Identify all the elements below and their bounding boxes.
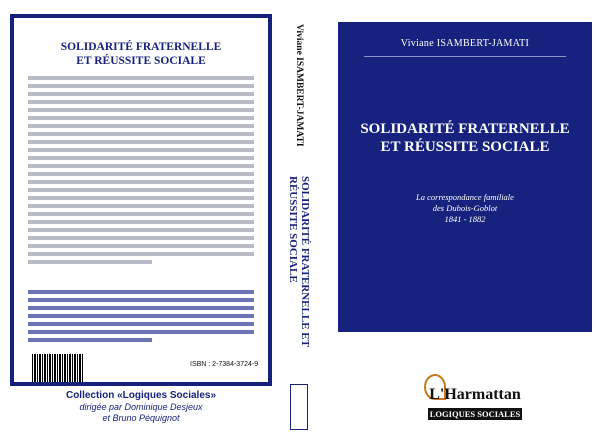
spine-publisher-logo bbox=[290, 384, 308, 430]
front-dates: 1841 - 1882 bbox=[444, 214, 486, 224]
front-subtitle bbox=[338, 192, 592, 225]
spine-title: SOLIDARITÉ FRATERNELLE ET RÉUSSITE SOCIALE bbox=[287, 176, 311, 347]
collection-directors-2: et Bruno Péquignot bbox=[102, 413, 180, 423]
collection-name: Collection «Logiques Sociales» bbox=[65, 390, 217, 401]
front-subtitle-line-2: des Dubois-Goblot bbox=[432, 203, 498, 213]
barcode bbox=[32, 354, 84, 382]
back-cover bbox=[10, 14, 272, 386]
isbn: ISBN : 2-7384-3724-9 bbox=[190, 361, 259, 368]
spine bbox=[286, 0, 312, 443]
publisher-logo bbox=[420, 372, 530, 428]
back-cover-text-placeholder bbox=[28, 76, 254, 278]
front-title-line-1: SOLIDARITÉ FRATERNELLE bbox=[360, 121, 570, 137]
front-author: Viviane ISAMBERT-JAMATI bbox=[400, 38, 530, 49]
front-subtitle-line-1: La correspondance familiale bbox=[416, 192, 514, 202]
publisher-name: L'Harmattan bbox=[429, 386, 521, 403]
front-title-line-2: ET RÉUSSITE SOCIALE bbox=[380, 139, 550, 155]
back-cover-title: SOLIDARITÉ FRATERNELLE ET RÉUSSITE SOCIALE bbox=[60, 41, 222, 67]
front-title bbox=[338, 120, 592, 156]
spine-author: Viviane ISAMBERT-JAMATI bbox=[294, 24, 304, 147]
collection-directors-1: dirigée par Dominique Desjeux bbox=[79, 402, 203, 412]
author-bio-placeholder bbox=[28, 290, 254, 352]
front-divider bbox=[364, 56, 566, 57]
publisher-collection: LOGIQUES SOCIALES bbox=[429, 409, 521, 419]
front-cover-panel bbox=[338, 22, 592, 332]
collection-credit bbox=[10, 390, 272, 424]
